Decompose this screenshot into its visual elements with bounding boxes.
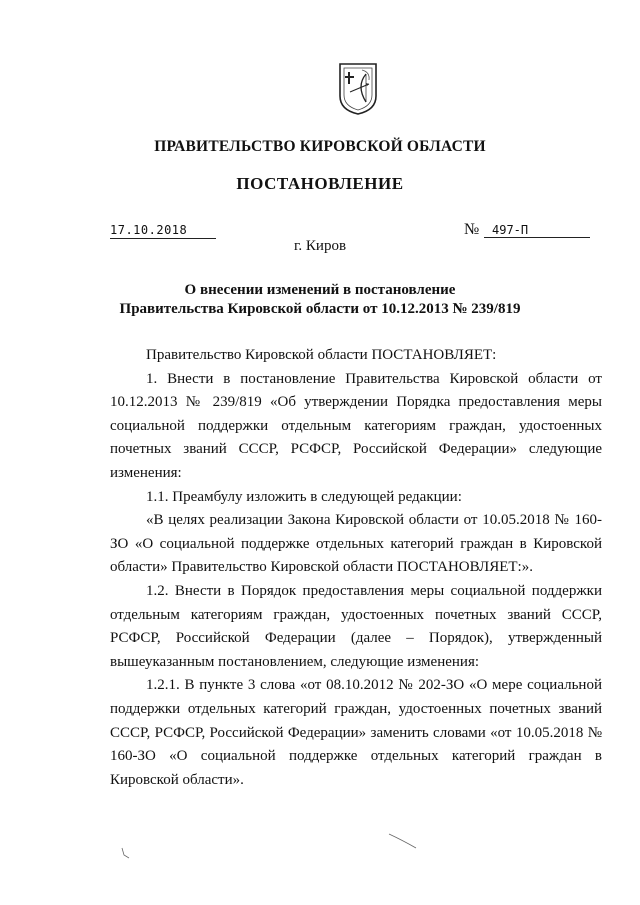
subject-line-1: О внесении изменений в постановление	[184, 282, 456, 298]
paragraph-1-1-text: «В целях реализации Закона Кировской области от 10.05.2018 № 160-ЗО «О социальной поддержке отдельных категорий граждан в Кировской области» Правительство Кировской области ПОСТАНОВЛЯЕТ:».	[110, 512, 602, 576]
document-number: 497-П	[484, 223, 590, 238]
paragraph-resolves: Правительство Кировской области ПОСТАНОВЛЯЕТ:	[146, 347, 497, 363]
document-subject	[0, 281, 640, 319]
paragraph-1-2-1: 1.2.1. В пункте 3 слова «от 08.10.2012 № 202-ЗО «О мере социальной поддержки отдельных категорий граждан, удостоенных почетных званий СССР, РСФСР, Российской Федерации» заменить словами «от 10.05.2018 № 160-ЗО «О социальной поддержке отдельных категорий граждан в Кировской области».	[110, 677, 602, 788]
city-line: г. Киров	[293, 238, 347, 254]
organization-title: ПРАВИТЕЛЬСТВО КИРОВСКОЙ ОБЛАСТИ	[154, 138, 486, 155]
coat-of-arms-emblem	[336, 62, 380, 116]
number-label: №	[464, 221, 480, 238]
pen-tick-decoration	[120, 846, 132, 860]
document-date: 17.10.2018	[110, 223, 216, 239]
subject-line-2: Правительства Кировской области от 10.12.2013 № 239/819	[119, 301, 521, 317]
document-body	[110, 344, 602, 792]
paragraph-1-1: 1.1. Преамбулу изложить в следующей редакции:	[146, 488, 462, 505]
paragraph-1-2: 1.2. Внести в Порядок предоставления меры социальной поддержки отдельным категориям граждан, удостоенных почетных званий СССР, РСФСР, Российской Федерации (далее – Порядок), утвержденный вышеуказанным постановлением, следующие изменения:	[110, 582, 602, 670]
pen-mark-decoration	[388, 832, 418, 852]
document-type-heading: ПОСТАНОВЛЕНИЕ	[236, 174, 404, 193]
paragraph-1: 1. Внести в постановление Правительства Кировской области от 10.12.2013 № 239/819 «Об утверждении Порядка предоставления меры социальной поддержки отдельным категориям граждан, удостоенных почетных званий СССР, РСФСР, Российской Федерации» следующие изменения:	[110, 370, 602, 481]
